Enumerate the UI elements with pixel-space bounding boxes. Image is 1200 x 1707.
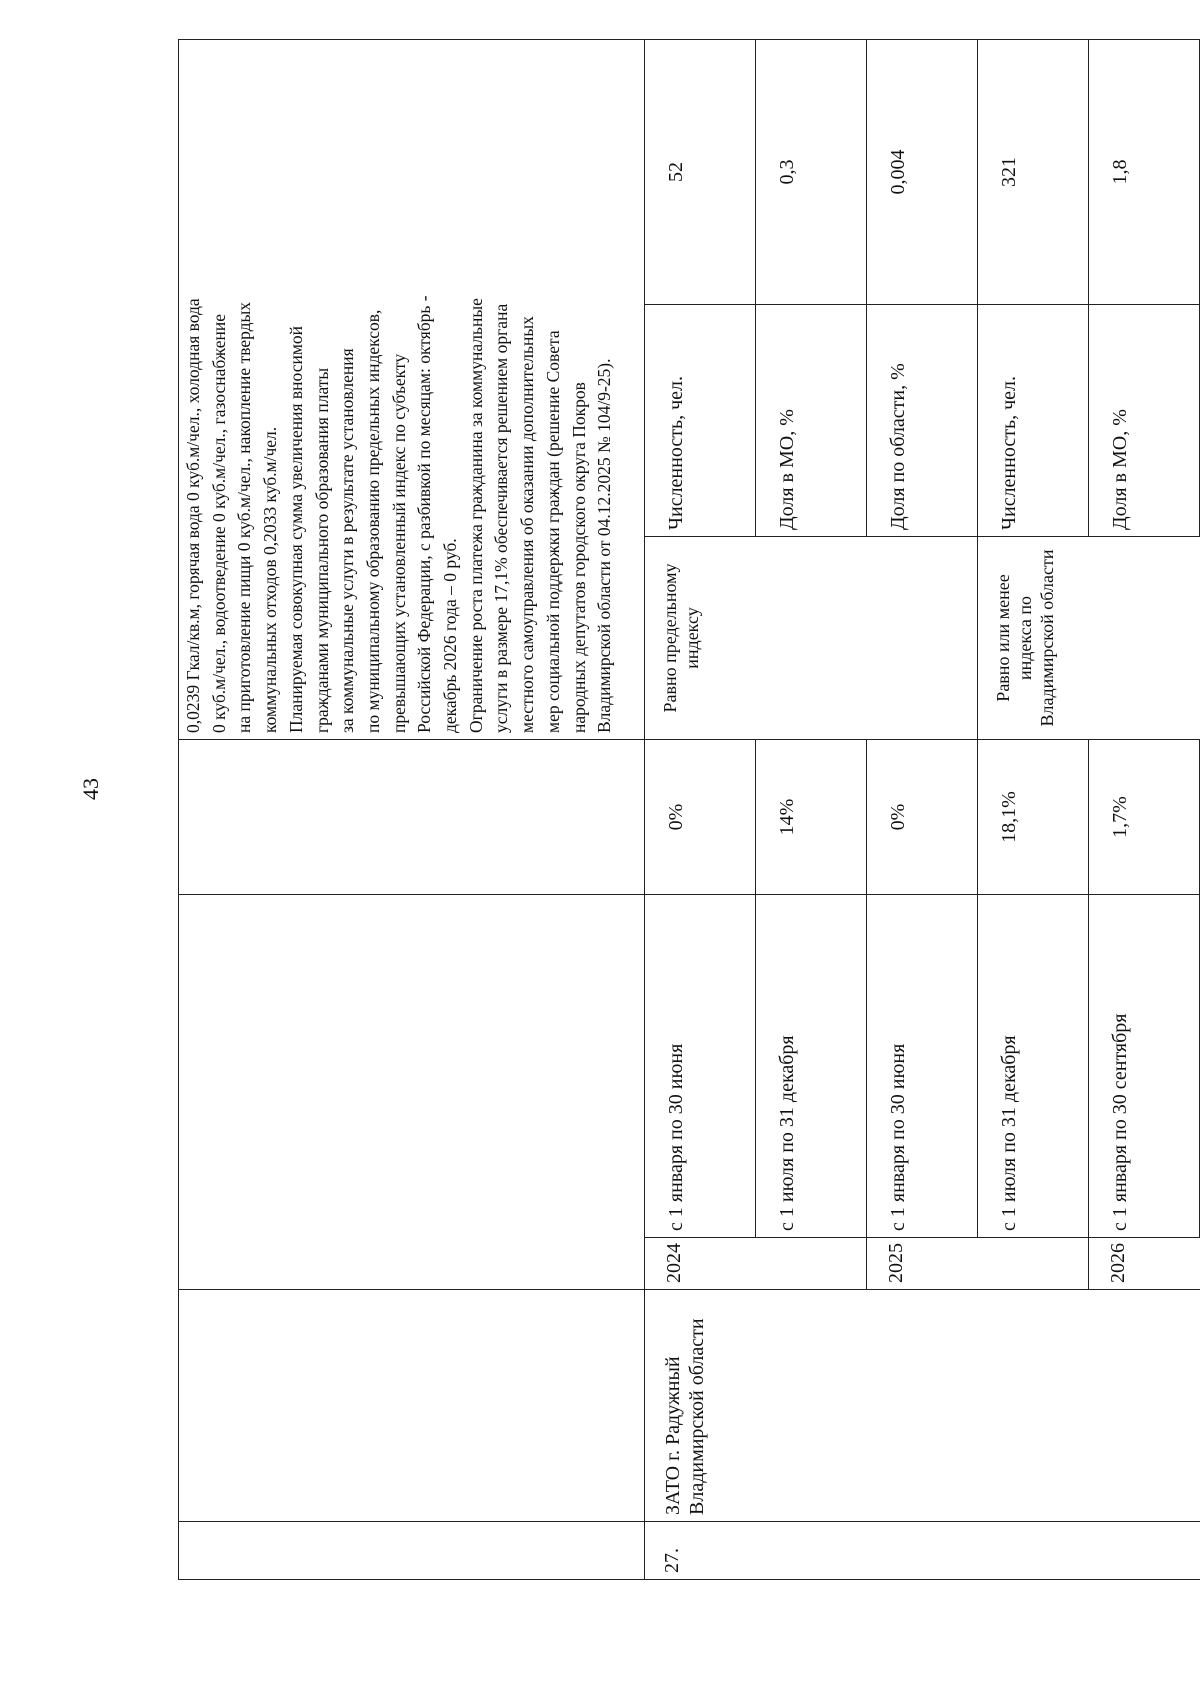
indicator-value: 0,004 [867, 39, 978, 304]
empty-cell [179, 740, 645, 895]
tariff-index-table [178, 39, 1200, 1580]
period-cell: с 1 января по 30 июня [867, 895, 978, 1238]
indicator-label: Доля по области, % [867, 305, 978, 537]
description-line: по муниципальному образованию предельных индексов, [362, 309, 383, 733]
description-line: за коммунальные услуги в результате установления [337, 348, 358, 733]
period-cell: с 1 января по 30 сентября [1089, 895, 1200, 1238]
empty-cell [179, 1522, 645, 1580]
indicator-label: Численность, чел. [978, 305, 1089, 537]
index-value-cell: 1,7% [1089, 740, 1200, 895]
description-row [179, 39, 645, 1579]
period-cell: с 1 июля по 31 декабря [978, 895, 1089, 1238]
indicator-value: 52 [645, 39, 756, 304]
index-value-cell: 0% [867, 740, 978, 895]
description-text-cell [179, 39, 645, 739]
municipality-name: ЗАТО г. Радужный Владимирской области [645, 1290, 1200, 1522]
description-line: на приготовление пищи 0 куб.м/чел., накопление твердых [234, 301, 255, 733]
index-value-cell: 0% [645, 740, 756, 895]
description-line: народных депутатов городского округа Покров [568, 382, 589, 733]
year-cell: 2024 [645, 1238, 867, 1290]
description-line: гражданами муниципального образования платы [311, 367, 332, 733]
indicator-label: Численность, чел. [645, 305, 756, 537]
description-line: Ограничение роста платежа гражданина за коммунальные [465, 298, 486, 733]
category-cell: Равно или менее индекса по Владимирской области [978, 537, 1200, 740]
category-cell: Равно предельному индексу [645, 537, 978, 740]
empty-cell [179, 1290, 645, 1522]
description-line: услуги в размере 17,1% обеспечивается решением органа [491, 303, 512, 733]
description-line: Владимирской области от 04.12.2025 № 104/9-25). [594, 358, 615, 733]
indicator-value: 0,3 [756, 39, 867, 304]
year-cell: 2026 [1089, 1238, 1200, 1290]
description-line: мер социальной поддержки граждан (решение Совета [542, 330, 563, 733]
indicator-value: 321 [978, 39, 1089, 304]
description-line: Российской Федерации, с разбивкой по месяцам: октябрь - [414, 295, 435, 733]
description-line: декабрь 2026 года – 0 руб. [440, 538, 461, 733]
index-value-cell: 14% [756, 740, 867, 895]
year-cell: 2025 [867, 1238, 1089, 1290]
indicator-label: Доля в МО, % [756, 305, 867, 537]
description-line: местного самоуправления об оказании дополнительных [517, 316, 538, 733]
description-line: 0,0239 Гкал/кв.м, горячая вода 0 куб.м/чел., холодная вода [183, 298, 203, 733]
entry-number: 27. [645, 1522, 1200, 1580]
empty-cell [179, 895, 645, 1290]
period-cell: с 1 января по 30 июня [645, 895, 756, 1238]
indicator-label: Доля в МО, % [1089, 305, 1200, 537]
page-number: 43 [78, 778, 103, 800]
index-value-cell: 18,1% [978, 740, 1089, 895]
table-row [645, 39, 756, 1579]
description-line: превышающих установленный индекс по субъекту [388, 353, 409, 733]
rotated-page-content [178, 40, 1200, 1580]
indicator-value: 1,8 [1089, 39, 1200, 304]
description-line: 0 куб.м/чел., водоотведение 0 куб.м/чел., газоснабжение [208, 314, 229, 733]
description-line: Планируемая совокупная сумма увеличения вносимой [285, 325, 306, 733]
period-cell: с 1 июля по 31 декабря [756, 895, 867, 1238]
description-line: коммунальных отходов 0,2033 куб.м/чел. [260, 426, 281, 733]
